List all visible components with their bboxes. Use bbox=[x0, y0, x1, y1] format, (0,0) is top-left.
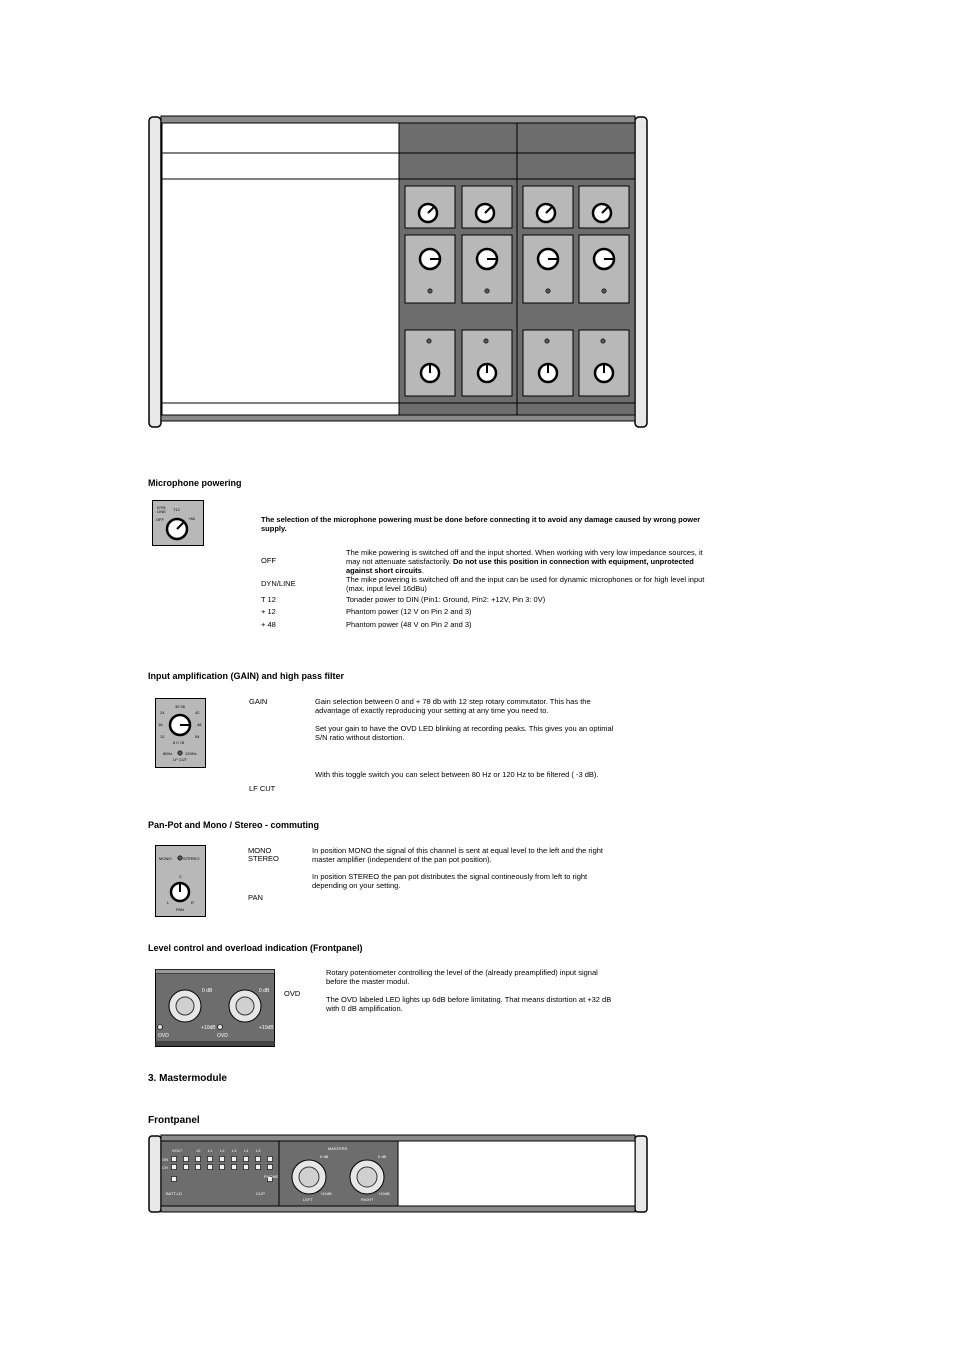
mic-row-label: T 12 bbox=[261, 595, 276, 604]
svg-text:RIGHT: RIGHT bbox=[361, 1197, 374, 1202]
gain-label: GAIN bbox=[249, 697, 268, 706]
mic-row-label: OFF bbox=[261, 556, 276, 565]
svg-text:0 dB: 0 dB bbox=[378, 1154, 387, 1159]
gain-text-2: Set your gain to have the OVD LED blinking at recording peaks. This gives you an optimal S/N ratio without distortion. bbox=[315, 724, 614, 742]
svg-text:BATT.LO: BATT.LO bbox=[166, 1191, 182, 1196]
level-section-title: Level control and overload indication (Frontpanel) bbox=[148, 943, 363, 953]
svg-text:80Hz: 80Hz bbox=[163, 751, 173, 756]
led-indicator bbox=[184, 1165, 189, 1170]
mic-section-title: Microphone powering bbox=[148, 478, 242, 488]
mic-warning: The selection of the microphone powering must be done before connecting it to avoid any damage caused by wrong power supply. bbox=[261, 515, 701, 533]
mixer-panel-diagram bbox=[148, 115, 650, 431]
svg-text:L3: L3 bbox=[232, 1148, 237, 1153]
svg-text:L2: L2 bbox=[220, 1148, 225, 1153]
svg-text:48: 48 bbox=[197, 722, 202, 727]
svg-text:C: C bbox=[179, 874, 182, 879]
svg-text:PAN: PAN bbox=[176, 907, 184, 912]
mic-row-label: + 12 bbox=[261, 607, 276, 616]
level-text-2: The OVD labeled LED lights up 6dB before limitating. That means distortion at +32 dB with 0 dB amplification. bbox=[326, 995, 612, 1013]
level-panel-image bbox=[155, 969, 275, 1047]
mic-row-label: DYN/LINE bbox=[261, 579, 296, 588]
gain-section-title: Input amplification (GAIN) and high pass filter bbox=[148, 671, 345, 681]
svg-text:30 36: 30 36 bbox=[175, 704, 186, 709]
stereo-label: STEREO bbox=[248, 854, 279, 863]
master-frontpanel-diagram bbox=[148, 1134, 650, 1214]
mic-row-text: The mike powering is switched off and the input shorted. When working with very low impedance sources, it may not attenuate satisfactorily. Do not use this position in connection with equipment, unprotected against short circuits. bbox=[346, 548, 703, 575]
svg-text:DYN: DYN bbox=[157, 505, 166, 510]
pan-label: PAN bbox=[248, 893, 263, 902]
mono-label: MONO bbox=[248, 846, 272, 855]
svg-text:ON: ON bbox=[162, 1157, 168, 1162]
mic-row-text: Phantom power (12 V on Pin 2 and 3) bbox=[346, 607, 472, 616]
level-text-1: Rotary potentiometer controlling the level of the (already preamplified) input signal before the master modul. bbox=[326, 968, 598, 986]
gain-text-3: With this toggle switch you can select between 80 Hz or 120 Hz to be filtered ( -3 dB). bbox=[315, 770, 599, 779]
led-indicator bbox=[208, 1165, 213, 1170]
led-indicator bbox=[220, 1165, 225, 1170]
svg-text:0 dB: 0 dB bbox=[320, 1154, 329, 1159]
led-indicator bbox=[172, 1177, 177, 1182]
svg-text:OFF: OFF bbox=[156, 517, 164, 522]
svg-text:+10dB: +10dB bbox=[201, 1025, 216, 1031]
mic-powering-knob-image bbox=[152, 500, 204, 546]
svg-text:OVD: OVD bbox=[158, 1033, 169, 1039]
svg-text:42: 42 bbox=[195, 710, 200, 715]
channel-strip bbox=[462, 186, 512, 396]
led-indicator bbox=[208, 1157, 213, 1162]
pan-text-1: In position MONO the signal of this channel is sent at equal level to the left and the right master amplifier (independent of the pan pot position). bbox=[312, 846, 604, 864]
svg-text:CH: CH bbox=[162, 1165, 168, 1170]
gain-knob-image bbox=[155, 698, 206, 768]
svg-text:24: 24 bbox=[160, 710, 165, 715]
led-indicator bbox=[196, 1157, 201, 1162]
led-indicator bbox=[232, 1165, 237, 1170]
svg-text:CLIP: CLIP bbox=[256, 1191, 265, 1196]
svg-text:12: 12 bbox=[196, 1148, 201, 1153]
svg-text:R: R bbox=[191, 900, 194, 905]
ovd-label: OVD bbox=[284, 989, 301, 998]
svg-text:120Hz: 120Hz bbox=[185, 751, 197, 756]
svg-text:+10dB: +10dB bbox=[320, 1191, 332, 1196]
mic-row-text: The mike powering is switched off and the input can be used for dynamic microphones or for high level input (max. input level 16dBu) bbox=[346, 575, 705, 593]
svg-text:L: L bbox=[167, 900, 170, 905]
led-indicator bbox=[244, 1165, 249, 1170]
svg-text:+48: +48 bbox=[188, 516, 195, 521]
svg-text:+10dB: +10dB bbox=[259, 1025, 274, 1031]
svg-text:0 dB: 0 dB bbox=[259, 988, 270, 994]
svg-text:MASTERS: MASTERS bbox=[328, 1146, 348, 1151]
pan-section-title: Pan-Pot and Mono / Stereo - commuting bbox=[148, 820, 319, 830]
led-indicator bbox=[256, 1165, 261, 1170]
mic-row-text: Phantom power (48 V on Pin 2 and 3) bbox=[346, 620, 472, 629]
led-indicator bbox=[256, 1157, 261, 1162]
mic-row-text: Tonader power to DIN (Pin1: Ground, Pin2: +12V, Pin 3: 0V) bbox=[346, 595, 546, 604]
svg-text:VOLT: VOLT bbox=[172, 1148, 183, 1153]
svg-text:+10dB: +10dB bbox=[378, 1191, 390, 1196]
svg-text:OVD: OVD bbox=[217, 1033, 228, 1039]
svg-text:LF CUT: LF CUT bbox=[173, 757, 187, 762]
led-indicator bbox=[172, 1157, 177, 1162]
svg-text:L1: L1 bbox=[208, 1148, 213, 1153]
svg-text:54: 54 bbox=[195, 734, 200, 739]
led-indicator bbox=[268, 1165, 273, 1170]
led-indicator bbox=[220, 1157, 225, 1162]
svg-text:T12: T12 bbox=[173, 507, 180, 512]
led-indicator bbox=[196, 1165, 201, 1170]
pan-knob-image bbox=[155, 845, 206, 917]
led-indicator bbox=[244, 1157, 249, 1162]
channel-strip bbox=[405, 186, 455, 396]
frontpanel-subtitle: Frontpanel bbox=[148, 1115, 200, 1126]
svg-text:MONO: MONO bbox=[159, 856, 172, 861]
pan-text-2: In position STEREO the pan pot distributes the signal contineously from left to right depending on your setting. bbox=[312, 872, 588, 890]
svg-text:12: 12 bbox=[160, 734, 165, 739]
led-indicator bbox=[232, 1157, 237, 1162]
channel-strip bbox=[579, 186, 629, 396]
led-indicator bbox=[184, 1157, 189, 1162]
svg-text:0 dB: 0 dB bbox=[202, 988, 213, 994]
svg-text:6 0 78: 6 0 78 bbox=[173, 740, 185, 745]
svg-text:18: 18 bbox=[158, 722, 163, 727]
channel-strip bbox=[523, 186, 573, 396]
led-indicator bbox=[268, 1157, 273, 1162]
lfcut-label: LF CUT bbox=[249, 784, 276, 793]
master-section-title: 3. Mastermodule bbox=[148, 1073, 227, 1084]
svg-text:LEFT: LEFT bbox=[303, 1197, 313, 1202]
gain-text-1: Gain selection between 0 and + 78 db with 12 step rotary commutator. This has the advantage of exactly reproducing your setting at any time you need to. bbox=[315, 697, 591, 715]
svg-text:L5: L5 bbox=[256, 1148, 261, 1153]
svg-text:STEREO: STEREO bbox=[183, 856, 200, 861]
svg-text:PHONE: PHONE bbox=[264, 1174, 279, 1179]
svg-text:LINE: LINE bbox=[157, 509, 166, 514]
led-indicator bbox=[172, 1165, 177, 1170]
svg-text:L4: L4 bbox=[244, 1148, 249, 1153]
mic-row-label: + 48 bbox=[261, 620, 276, 629]
